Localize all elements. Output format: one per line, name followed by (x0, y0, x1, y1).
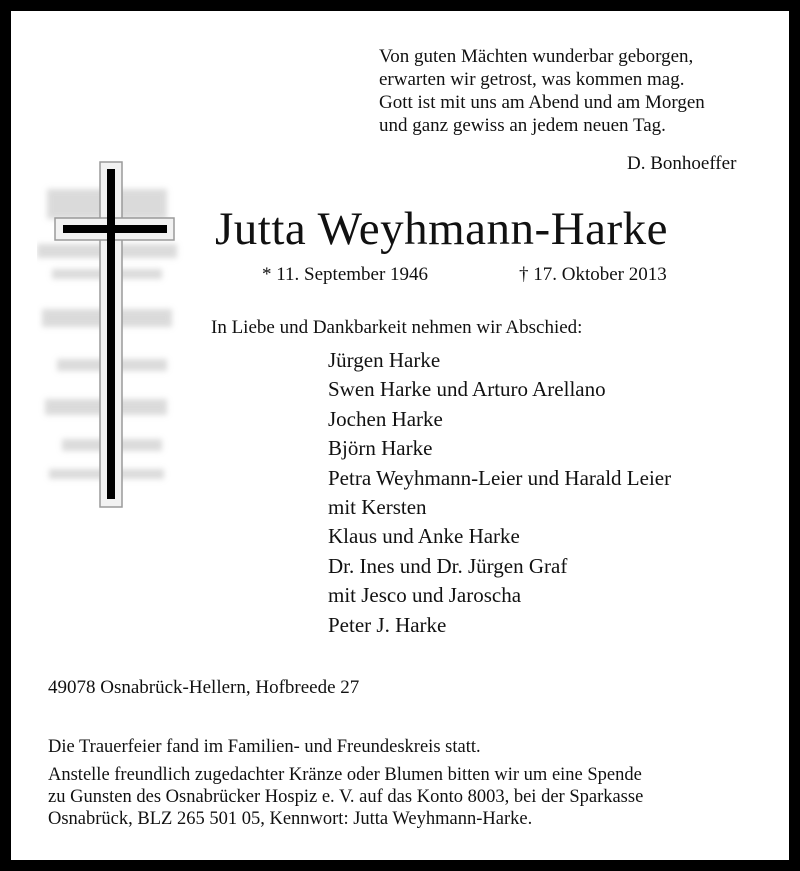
donation-line: zu Gunsten des Osnabrücker Hospiz e. V. auf das Konto 8003, bei der Sparkasse (48, 787, 644, 807)
donation-line: Anstelle freundlich zugedachter Kränze oder Blumen bitten wir um eine Spende (48, 765, 642, 785)
death-date: † 17. Oktober 2013 (519, 264, 667, 285)
mourner-line: Peter J. Harke (328, 612, 447, 637)
mourner-line: Björn Harke (328, 436, 433, 461)
poem-line: Von guten Mächten wunderbar geborgen, (379, 46, 694, 67)
mourner-line: mit Kersten (328, 495, 427, 520)
mourner-line: Swen Harke und Arturo Arellano (328, 377, 606, 402)
poem-author: D. Bonhoeffer (627, 153, 737, 174)
mourner-line: Klaus und Anke Harke (328, 524, 520, 549)
poem (379, 45, 705, 137)
mourner-line: Jürgen Harke (328, 348, 441, 372)
poem-line: und ganz gewiss an jedem neuen Tag. (379, 115, 666, 136)
mourner-line: Jochen Harke (328, 406, 443, 431)
farewell-intro: In Liebe und Dankbarkeit nehmen wir Abschied: (211, 317, 583, 338)
donation-line: Osnabrück, BLZ 265 501 05, Kennwort: Jutta Weyhmann-Harke. (48, 809, 533, 829)
mourner-line: mit Jesco und Jaroscha (328, 583, 522, 608)
ceremony-note: Die Trauerfeier fand im Familien- und Freundeskreis statt. (48, 737, 481, 757)
mourner-line: Dr. Ines und Dr. Jürgen Graf (328, 553, 568, 578)
poem-line: Gott ist mit uns am Abend und am Morgen (379, 92, 705, 113)
obituary-notice (11, 11, 789, 860)
birth-date: * 11. September 1946 (262, 264, 429, 285)
mourners-list (328, 346, 671, 640)
poem-line: erwarten wir getrost, was kommen mag. (379, 69, 685, 90)
cross-icon (37, 149, 187, 519)
notes (48, 736, 643, 830)
mourner-line: Petra Weyhmann-Leier und Harald Leier (328, 465, 672, 490)
address: 49078 Osnabrück-Hellern, Hofbreede 27 (48, 677, 360, 698)
deceased-name: Jutta Weyhmann-Harke (215, 203, 669, 255)
